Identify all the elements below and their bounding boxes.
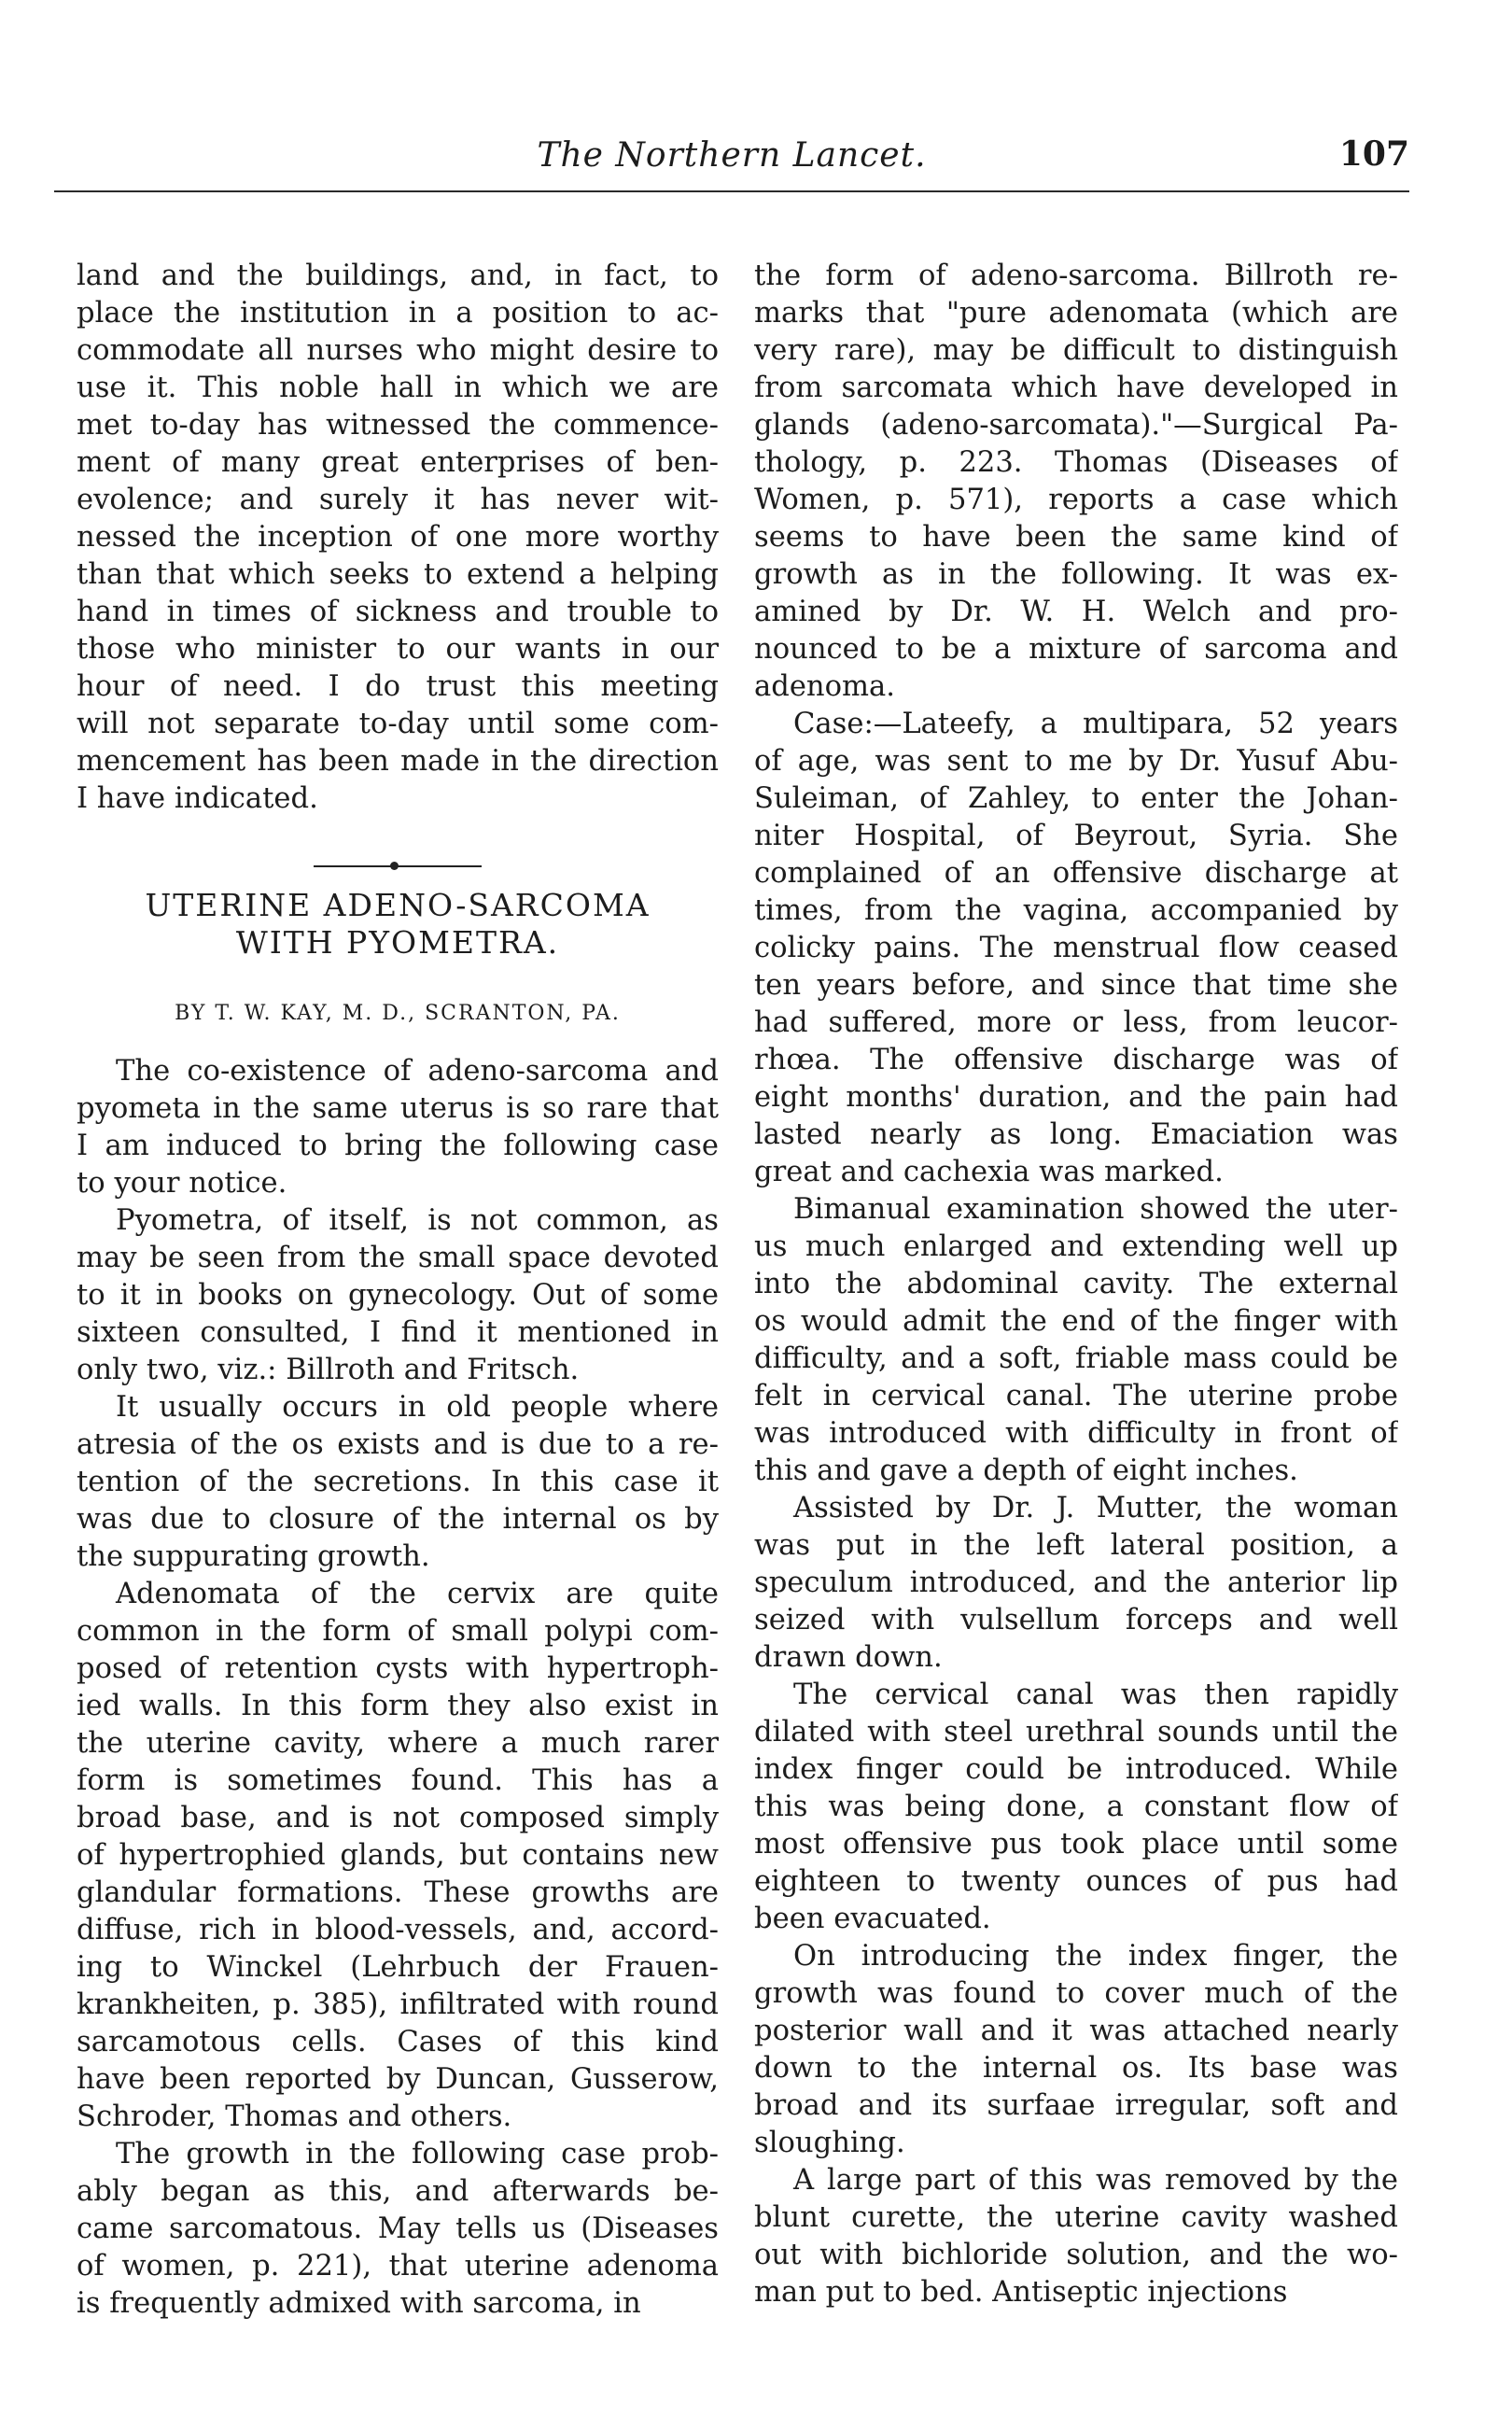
- text-line: down to the internal os. Its base was: [754, 2052, 1398, 2085]
- text-line: seized with vulsellum forceps and well: [754, 1604, 1398, 1636]
- section-divider-ornament: [314, 859, 482, 874]
- text-line: out with bichloride solution, and the wo-: [754, 2239, 1398, 2271]
- text-line: place the institution in a position to ac-: [77, 297, 719, 330]
- text-line: mencement has been made in the direction: [77, 745, 719, 778]
- text-line: difficulty, and a soft, friable mass could be: [754, 1342, 1398, 1375]
- text-line: common in the form of small polypi com-: [77, 1615, 719, 1648]
- text-line: very rare), may be difficult to distinguish: [754, 334, 1398, 367]
- text-line: thology, p. 223. Thomas (Diseases of: [754, 446, 1398, 479]
- text-line: man put to bed. Antiseptic injections: [754, 2276, 1288, 2309]
- text-line: The growth in the following case prob-: [116, 2138, 719, 2170]
- text-line: is frequently admixed with sarcoma, in: [77, 2287, 641, 2320]
- author-byline: BY T. W. KAY, M. D., SCRANTON, PA.: [175, 1002, 621, 1025]
- text-line: posed of retention cysts with hypertroph-: [77, 1652, 719, 1685]
- text-line: ably began as this, and afterwards be-: [77, 2175, 719, 2208]
- text-line: ten years before, and since that time she: [754, 969, 1398, 1002]
- text-line: times, from the vagina, accompanied by: [754, 894, 1398, 927]
- text-line: seems to have been the same kind of: [754, 521, 1398, 554]
- paragraph: [754, 1490, 1398, 1677]
- text-line: commodate all nurses who might desire to: [77, 334, 719, 367]
- text-line: us much enlarged and extending well up: [754, 1230, 1398, 1263]
- text-line: ied walls. In this form they also exist in: [77, 1690, 719, 1722]
- text-line: met to-day has witnessed the commence-: [77, 409, 719, 442]
- text-line: was put in the left lateral position, a: [754, 1529, 1398, 1562]
- article-body-left: [77, 1053, 719, 2323]
- paragraph: [77, 1053, 719, 1202]
- text-line: this was being done, a constant flow of: [754, 1791, 1398, 1823]
- text-line: marks that "pure adenomata (which are: [754, 297, 1398, 330]
- text-line: to it in books on gynecology. Out of some: [77, 1279, 719, 1312]
- text-line: may be seen from the small space devoted: [77, 1242, 719, 1274]
- text-line: eighteen to twenty ounces of pus had: [754, 1865, 1398, 1898]
- text-line: tention of the secretions. In this case it: [77, 1466, 719, 1498]
- text-line: niter Hospital, of Beyrout, Syria. She: [754, 820, 1398, 852]
- text-line: form is sometimes found. This has a: [77, 1764, 719, 1797]
- text-line: os would admit the end of the finger with: [754, 1305, 1398, 1338]
- text-line: felt in cervical canal. The uterine probe: [754, 1380, 1398, 1412]
- text-line: Adenomata of the cervix are quite: [116, 1578, 719, 1610]
- left-column: [77, 258, 719, 2323]
- text-line: rhœa. The offensive discharge was of: [754, 1044, 1398, 1076]
- text-line: dilated with steel urethral sounds until the: [754, 1716, 1398, 1749]
- text-line: diffuse, rich in blood-vessels, and, accord-: [77, 1914, 719, 1946]
- text-line: The co-existence of adeno-sarcoma and: [116, 1055, 719, 1088]
- running-head: [54, 134, 1409, 192]
- text-line: sarcamotous cells. Cases of this kind: [77, 2026, 719, 2058]
- article-title-line: UTERINE ADENO-SARCOMA: [145, 887, 651, 923]
- text-line: eight months' duration, and the pain had: [754, 1081, 1398, 1114]
- text-line: of hypertrophied glands, but contains new: [77, 1839, 719, 1872]
- text-line: Bimanual examination showed the uter-: [793, 1193, 1398, 1226]
- text-line: complained of an offensive discharge at: [754, 857, 1398, 890]
- paragraph: [77, 1389, 719, 1576]
- text-line: nounced to be a mixture of sarcoma and: [754, 633, 1398, 666]
- text-line: the suppurating growth.: [77, 1540, 430, 1573]
- text-line: sloughing.: [754, 2127, 905, 2159]
- text-line: ing to Winckel (Lehrbuch der Frauen-: [77, 1951, 719, 1984]
- text-line: Suleiman, of Zahley, to enter the Johan-: [754, 782, 1398, 815]
- text-line: was due to closure of the internal os by: [77, 1503, 719, 1536]
- intro-paragraph: [77, 258, 719, 818]
- text-line: broad and its surfaae irregular, soft and: [754, 2089, 1398, 2122]
- text-line: growth as in the following. It was ex-: [754, 558, 1398, 591]
- text-line: lasted nearly as long. Emaciation was: [754, 1118, 1398, 1151]
- text-line: those who minister to our wants in our: [77, 633, 719, 666]
- text-line: posterior wall and it was attached nearly: [754, 2015, 1398, 2047]
- text-line: amined by Dr. W. H. Welch and pro-: [754, 596, 1398, 628]
- text-line: It usually occurs in old people where: [116, 1391, 719, 1424]
- text-line: the form of adeno-sarcoma. Billroth re-: [754, 260, 1398, 292]
- text-line: to your notice.: [77, 1167, 287, 1200]
- text-line: was introduced with difficulty in front of: [754, 1417, 1398, 1450]
- text-line: glands (adeno-sarcomata)."—Surgical Pa-: [754, 409, 1398, 442]
- text-line: speculum introduced, and the anterior lip: [754, 1566, 1398, 1599]
- text-line: Women, p. 571), reports a case which: [754, 484, 1398, 516]
- text-line: Pyometra, of itself, is not common, as: [116, 1204, 719, 1237]
- text-line: nessed the inception of one more worthy: [77, 521, 719, 554]
- text-line: most offensive pus took place until some: [754, 1828, 1398, 1861]
- text-line: ment of many great enterprises of ben-: [77, 446, 719, 479]
- page-number: 107: [1338, 134, 1409, 174]
- text-line: blunt curette, the uterine cavity washed: [754, 2201, 1398, 2234]
- paragraph: [754, 1938, 1398, 2162]
- text-line: pyometa in the same uterus is so rare that: [77, 1092, 719, 1125]
- text-line: of women, p. 221), that uterine adenoma: [77, 2250, 719, 2283]
- text-line: came sarcomatous. May tells us (Diseases: [77, 2212, 719, 2245]
- paragraph: [754, 1191, 1398, 1490]
- article-body-right: [754, 258, 1398, 2311]
- paragraph: [754, 2162, 1398, 2311]
- text-line: A large part of this was removed by the: [793, 2164, 1398, 2197]
- text-line: of age, was sent to me by Dr. Yusuf Abu-: [754, 745, 1398, 778]
- text-line: evolence; and surely it has never wit-: [77, 484, 719, 516]
- text-line: Assisted by Dr. J. Mutter, the woman: [793, 1492, 1398, 1524]
- article-title-line: WITH PYOMETRA.: [235, 924, 560, 961]
- text-line: The cervical canal was then rapidly: [793, 1679, 1398, 1711]
- text-line: colicky pains. The menstrual flow ceased: [754, 932, 1398, 964]
- text-line: only two, viz.: Billroth and Fritsch.: [77, 1354, 580, 1386]
- text-line: this and gave a depth of eight inches.: [754, 1454, 1298, 1487]
- text-line: broad base, and is not composed simply: [77, 1802, 719, 1834]
- text-line: use it. This noble hall in which we are: [77, 372, 719, 404]
- text-line: hand in times of sickness and trouble to: [77, 596, 719, 628]
- paragraph: [77, 2136, 719, 2323]
- text-line: than that which seeks to extend a helping: [77, 558, 719, 591]
- paragraph: [754, 1677, 1398, 1938]
- journal-title: The Northern Lancet.: [537, 136, 927, 175]
- text-line: have been reported by Duncan, Gusserow,: [77, 2063, 719, 2096]
- text-line: the uterine cavity, where a much rarer: [77, 1727, 719, 1760]
- text-line: glandular formations. These growths are: [77, 1876, 719, 1909]
- text-line: land and the buildings, and, in fact, to: [77, 260, 719, 292]
- text-line: atresia of the os exists and is due to a re-: [77, 1428, 719, 1461]
- text-line: On introducing the index finger, the: [793, 1940, 1398, 1973]
- paragraph: [77, 1202, 719, 1389]
- text-line: Schroder, Thomas and others.: [77, 2100, 512, 2133]
- text-line: into the abdominal cavity. The external: [754, 1268, 1398, 1300]
- paragraph: [754, 706, 1398, 1191]
- text-line: hour of need. I do trust this meeting: [77, 670, 719, 703]
- text-line: Case:—Lateefy, a multipara, 52 years: [793, 708, 1398, 740]
- text-line: drawn down.: [754, 1641, 943, 1674]
- article-title: [77, 887, 719, 962]
- text-line: been evacuated.: [754, 1903, 991, 1935]
- text-line: will not separate to-day until some com-: [77, 708, 719, 740]
- text-line: growth was found to cover much of the: [754, 1977, 1398, 2010]
- text-line: great and cachexia was marked.: [754, 1156, 1224, 1188]
- right-column: [754, 258, 1398, 2311]
- text-line: adenoma.: [754, 670, 896, 703]
- paragraph: [77, 1576, 719, 2136]
- paragraph: [754, 258, 1398, 706]
- text-line: krankheiten, p. 385), infiltrated with round: [77, 1988, 719, 2021]
- text-line: had suffered, more or less, from leucor-: [754, 1006, 1398, 1039]
- text-line: I have indicated.: [77, 782, 318, 815]
- text-line: from sarcomata which have developed in: [754, 372, 1398, 404]
- text-line: sixteen consulted, I find it mentioned in: [77, 1316, 719, 1349]
- text-line: I am induced to bring the following case: [77, 1130, 719, 1162]
- text-line: index finger could be introduced. While: [754, 1753, 1398, 1786]
